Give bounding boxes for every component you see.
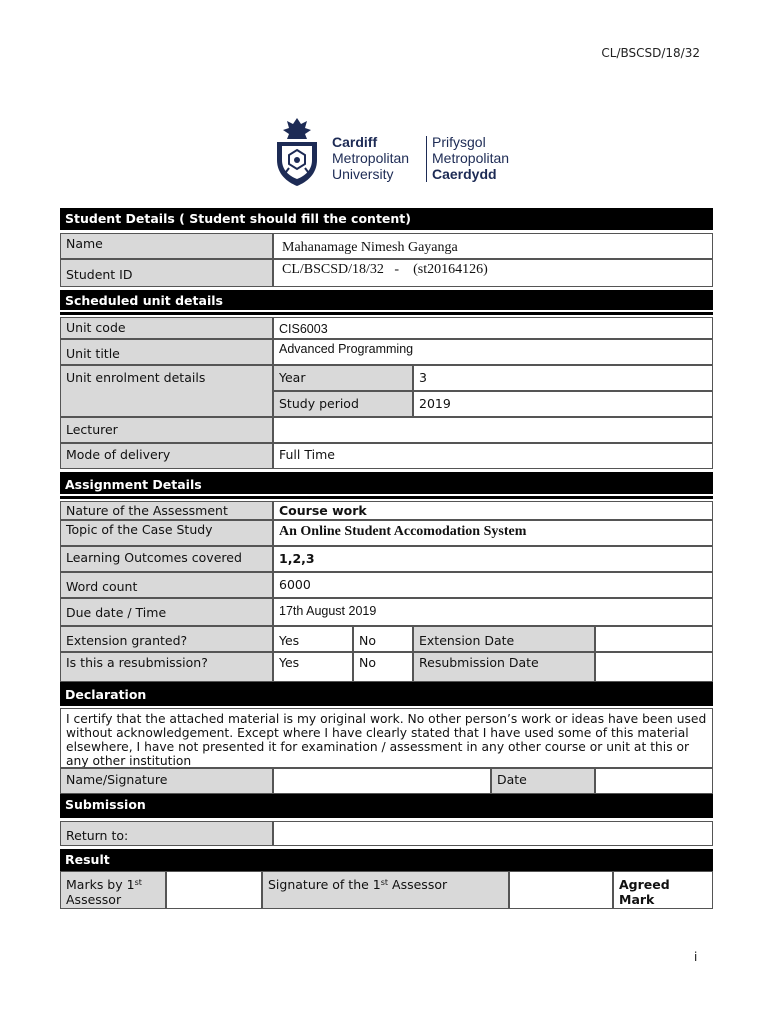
extension-no-option[interactable]: No (353, 626, 413, 652)
return-to-label: Return to: (60, 821, 273, 846)
word-count-value: 6000 (273, 572, 713, 598)
marks-first-assessor-label: Marks by 1st Assessor (60, 871, 166, 909)
declaration-text: I certify that the attached material is my original work. No other person’s work or ideas have been used without acknowledgement. Except where I have clearly stated that I have used some of this material elsewhere, I have not presented it for examination / assessment in any other course or unit at this or any other institution (60, 708, 713, 768)
unit-code-value: CIS6003 (273, 317, 713, 339)
topic-label: Topic of the Case Study (60, 520, 273, 546)
signature-first-assessor-label: Signature of the 1st Assessor (262, 871, 509, 909)
logo-welsh-name: Prifysgol Metropolitan Caerdydd (432, 134, 510, 182)
logo-english-name: Cardiff Metropolitan University (332, 134, 410, 182)
signature-first-assessor-value[interactable] (509, 871, 613, 909)
unit-code-label: Unit code (60, 317, 273, 339)
student-id-label: Student ID (60, 259, 273, 287)
name-signature-label: Name/Signature (60, 768, 273, 794)
document-code: CL/BSCSD/18/32 (601, 46, 700, 60)
resubmission-date-value[interactable] (595, 652, 713, 682)
marks-first-assessor-value[interactable] (166, 871, 262, 909)
nature-label: Nature of the Assessment (60, 501, 273, 520)
submission-heading: Submission (60, 794, 713, 818)
result-heading: Result (60, 849, 713, 871)
declaration-date-value[interactable] (595, 768, 713, 794)
resubmission-date-label: Resubmission Date (413, 652, 595, 682)
resubmission-no-option[interactable]: No (353, 652, 413, 682)
study-period-label: Study period (273, 391, 413, 417)
logo-divider (426, 136, 427, 182)
student-id-value: CL/BSCSD/18/32 - (st20164126) (273, 259, 713, 287)
name-signature-value[interactable] (273, 768, 491, 794)
crest-icon (272, 116, 322, 188)
nature-value: Course work (273, 501, 713, 520)
extension-granted-label: Extension granted? (60, 626, 273, 652)
name-value: Mahanamage Nimesh Gayanga (273, 233, 713, 259)
resubmission-label: Is this a resubmission? (60, 652, 273, 682)
extension-date-label: Extension Date (413, 626, 595, 652)
declaration-heading: Declaration (60, 682, 713, 706)
extension-date-value[interactable] (595, 626, 713, 652)
word-count-label: Word count (60, 572, 273, 598)
due-date-value: 17th August 2019 (273, 598, 713, 626)
lecturer-value (273, 417, 713, 443)
learning-outcomes-value: 1,2,3 (273, 546, 713, 572)
name-label: Name (60, 233, 273, 259)
declaration-date-label: Date (491, 768, 595, 794)
unit-details-heading: Scheduled unit details (60, 290, 713, 310)
resubmission-yes-option[interactable]: Yes (273, 652, 353, 682)
university-logo (272, 116, 522, 190)
unit-title-value: Advanced Programming (273, 339, 713, 365)
extension-yes-option[interactable]: Yes (273, 626, 353, 652)
agreed-mark-label: Agreed Mark (613, 871, 713, 909)
mode-of-delivery-label: Mode of delivery (60, 443, 273, 469)
year-label: Year (273, 365, 413, 391)
due-date-label: Due date / Time (60, 598, 273, 626)
student-details-heading: Student Details ( Student should fill the content) (60, 208, 713, 230)
heading-rule (60, 496, 713, 499)
topic-value: An Online Student Accomodation System (273, 520, 713, 546)
study-period-value: 2019 (413, 391, 713, 417)
year-value: 3 (413, 365, 713, 391)
page-number: i (694, 950, 698, 964)
mode-of-delivery-value: Full Time (273, 443, 713, 469)
unit-title-label: Unit title (60, 339, 273, 365)
lecturer-label: Lecturer (60, 417, 273, 443)
heading-rule (60, 312, 713, 315)
unit-enrolment-label: Unit enrolment details (60, 365, 273, 417)
learning-outcomes-label: Learning Outcomes covered (60, 546, 273, 572)
assignment-details-heading: Assignment Details (60, 472, 713, 494)
return-to-value[interactable] (273, 821, 713, 846)
